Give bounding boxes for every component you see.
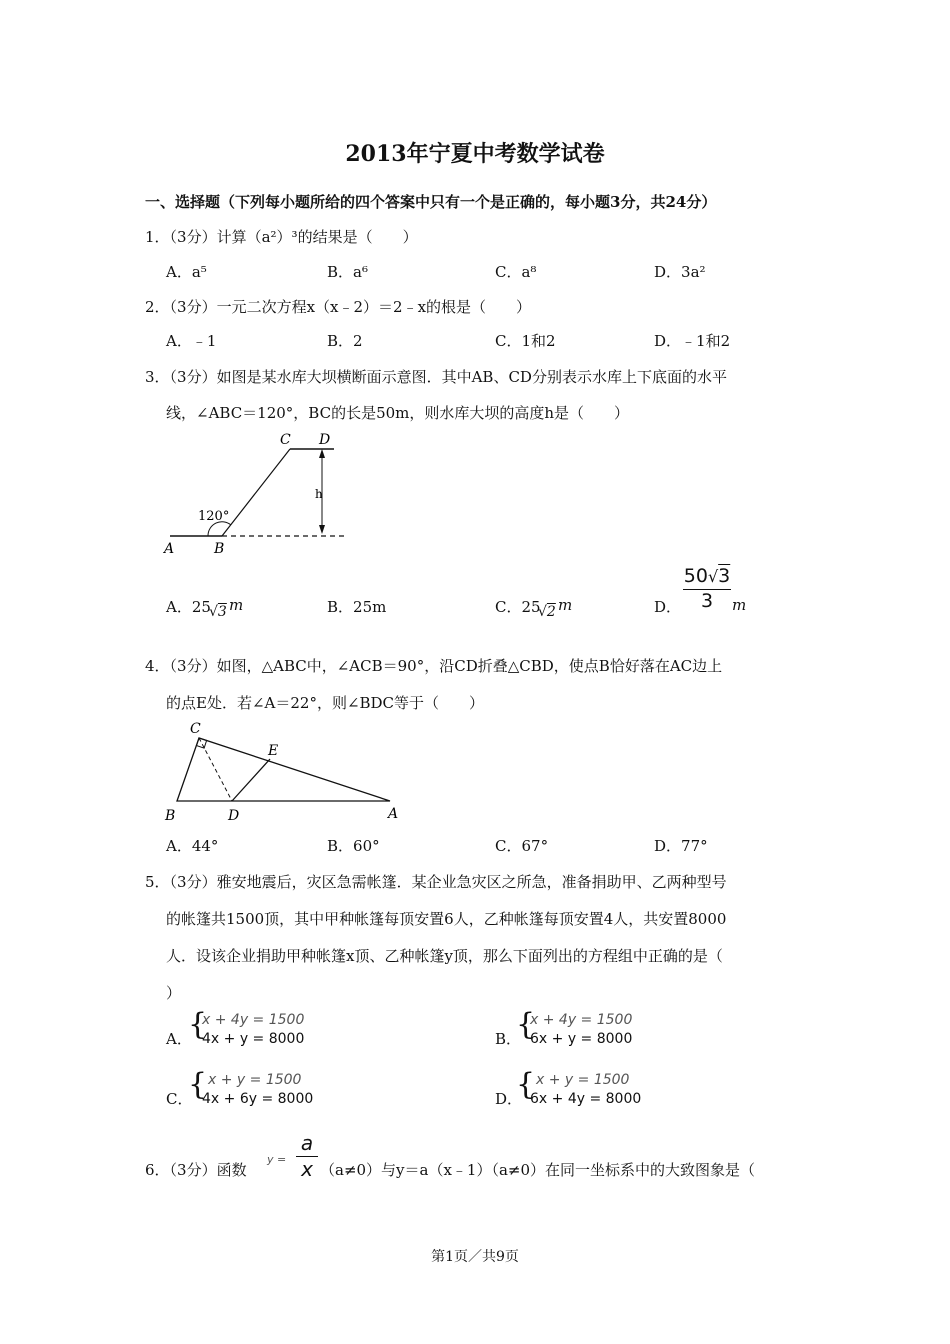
question-stem: 如图，△ABC中，∠ACB＝90°，沿CD折叠△CBD，使点B恰好落在AC边上 (216, 657, 723, 675)
question-4 (145, 655, 722, 676)
question-2 (145, 296, 531, 317)
option-a-coef: A．25 (166, 598, 211, 616)
fraction-numerator: a (296, 1131, 318, 1157)
equation-1: x + y = 1500 (536, 1072, 630, 1088)
option-d: D．﹣1和2 (654, 332, 731, 350)
question-stem: 雅安地震后，灾区急需帐篷．某企业急灾区之所急，准备捐助甲、乙两种型号 (216, 873, 727, 891)
question-stem: 一元二次方程x（x﹣2）＝2﹣x的根是（ ） (216, 298, 532, 316)
question-score: （3分） (169, 657, 217, 675)
question-number: 6． (145, 1161, 170, 1179)
question-number: 4． (145, 657, 170, 675)
question-score: （3分） (169, 228, 217, 246)
option-c-sqrt: √2 (538, 604, 556, 620)
point-e-label: E (268, 743, 279, 759)
option-a-unit: m (229, 596, 244, 614)
question-6 (145, 1159, 247, 1180)
equation-1: x + 4y = 1500 (202, 1012, 305, 1028)
point-c-label: C (190, 721, 201, 737)
option-a-radicand: 3 (217, 604, 227, 620)
page-footer: 第1页／共9页 (431, 1249, 519, 1265)
option-d: D．3a² (654, 263, 706, 281)
question-1 (145, 226, 418, 247)
equation-1: x + y = 1500 (208, 1072, 302, 1088)
brace-icon: { (516, 1007, 536, 1042)
option-c-coef: C．25 (495, 598, 541, 616)
question-3 (145, 366, 727, 387)
section-heading: 一、选择题（下列每小题所给的四个答案中只有一个是正确的，每小题3分，共24分） (145, 193, 717, 211)
option-b: B．25m (327, 598, 387, 616)
point-a-label: A (388, 806, 399, 822)
option-a: A．a⁵ (166, 263, 207, 281)
question-stem-continued: 线，∠ABC＝120°，BC的长是50m，则水库大坝的高度h是（ ） (166, 404, 630, 422)
angle-label: 120° (198, 509, 230, 524)
option-a-system (202, 1011, 304, 1049)
question-number: 3． (145, 368, 170, 386)
option-a (166, 596, 211, 617)
option-c-unit: m (558, 596, 573, 614)
question-score: （3分） (169, 873, 217, 891)
fraction-denominator: 3 (700, 590, 714, 612)
question-score: （3分） (169, 298, 217, 316)
page-title: 2013年宁夏中考数学试卷 (345, 141, 605, 167)
question-score: （3分） (169, 1161, 217, 1179)
option-c: C．1和2 (495, 332, 556, 350)
option-b-label: B． (495, 1030, 522, 1048)
dam-cross-section-figure (162, 428, 362, 558)
question-stem-continued: （a≠0）与y＝a（x﹣1）（a≠0）在同一坐标系中的大致图象是（ (320, 1161, 756, 1179)
option-d-fraction (683, 565, 731, 612)
option-d-label: D． (495, 1090, 523, 1108)
function-fraction (296, 1131, 318, 1181)
equation-1: x + 4y = 1500 (530, 1012, 633, 1028)
height-label: h (315, 487, 323, 501)
question-stem-continued: 人．设该企业捐助甲种帐篷x顶、乙种帐篷y顶，那么下面列出的方程组中正确的是（ (166, 947, 723, 965)
question-stem-continued: ） (166, 984, 182, 1002)
question-stem-continued: 的点E处．若∠A＝22°，则∠BDC等于（ ） (166, 694, 485, 712)
option-b-system (530, 1011, 632, 1049)
numerator-coef: 50 (683, 565, 708, 587)
brace-icon: { (188, 1007, 208, 1042)
equation-2: 6x + y = 8000 (530, 1031, 633, 1047)
question-number: 1． (145, 228, 170, 246)
option-c-system (202, 1071, 313, 1109)
point-c-label: C (280, 432, 291, 448)
option-d: D． (654, 598, 682, 616)
option-b: B．a⁶ (327, 263, 368, 281)
question-number: 5． (145, 873, 170, 891)
fraction-numerator: 50√3 (683, 565, 731, 590)
brace-icon: { (516, 1067, 536, 1102)
question-stem: 如图是某水库大坝横断面示意图．其中AB、CD分别表示水库上下底面的水平 (216, 368, 727, 386)
point-b-label: B (214, 541, 225, 557)
point-d-label: D (228, 808, 240, 824)
equation-2: 6x + 4y = 8000 (530, 1091, 642, 1107)
option-a-sqrt: √3 (209, 604, 227, 620)
option-c: C．67° (495, 837, 549, 855)
equation-2: 4x + 6y = 8000 (202, 1091, 314, 1107)
point-a-label: A (164, 541, 175, 557)
question-stem: 函数 (216, 1161, 247, 1179)
point-d-label: D (319, 432, 331, 448)
option-d-system (530, 1071, 641, 1109)
function-y-label: y = (267, 1153, 287, 1166)
fraction-denominator: x (301, 1157, 313, 1181)
question-stem-continued: 的帐篷共1500顶，其中甲种帐篷每顶安置6人，乙种帐篷每顶安置4人，共安置8000 (166, 910, 727, 928)
option-c: C．a⁸ (495, 263, 537, 281)
option-d: D．77° (654, 837, 708, 855)
brace-icon: { (188, 1067, 208, 1102)
question-score: （3分） (169, 368, 217, 386)
option-d-unit: m (732, 596, 747, 614)
option-c-radicand: 2 (546, 604, 556, 620)
option-b: B．60° (327, 837, 380, 855)
option-a: A．44° (166, 837, 219, 855)
option-c (495, 596, 541, 617)
equation-2: 4x + y = 8000 (202, 1031, 305, 1047)
option-c-label: C． (166, 1090, 193, 1108)
point-b-label: B (165, 808, 176, 824)
question-number: 2． (145, 298, 170, 316)
option-a: A．﹣1 (166, 332, 217, 350)
triangle-fold-figure (162, 716, 407, 826)
question-stem: 计算（a²）³的结果是（ ） (216, 228, 418, 246)
question-5 (145, 871, 727, 892)
numerator-radicand: 3 (718, 565, 731, 587)
option-a-label: A． (166, 1030, 192, 1048)
option-b: B．2 (327, 332, 363, 350)
